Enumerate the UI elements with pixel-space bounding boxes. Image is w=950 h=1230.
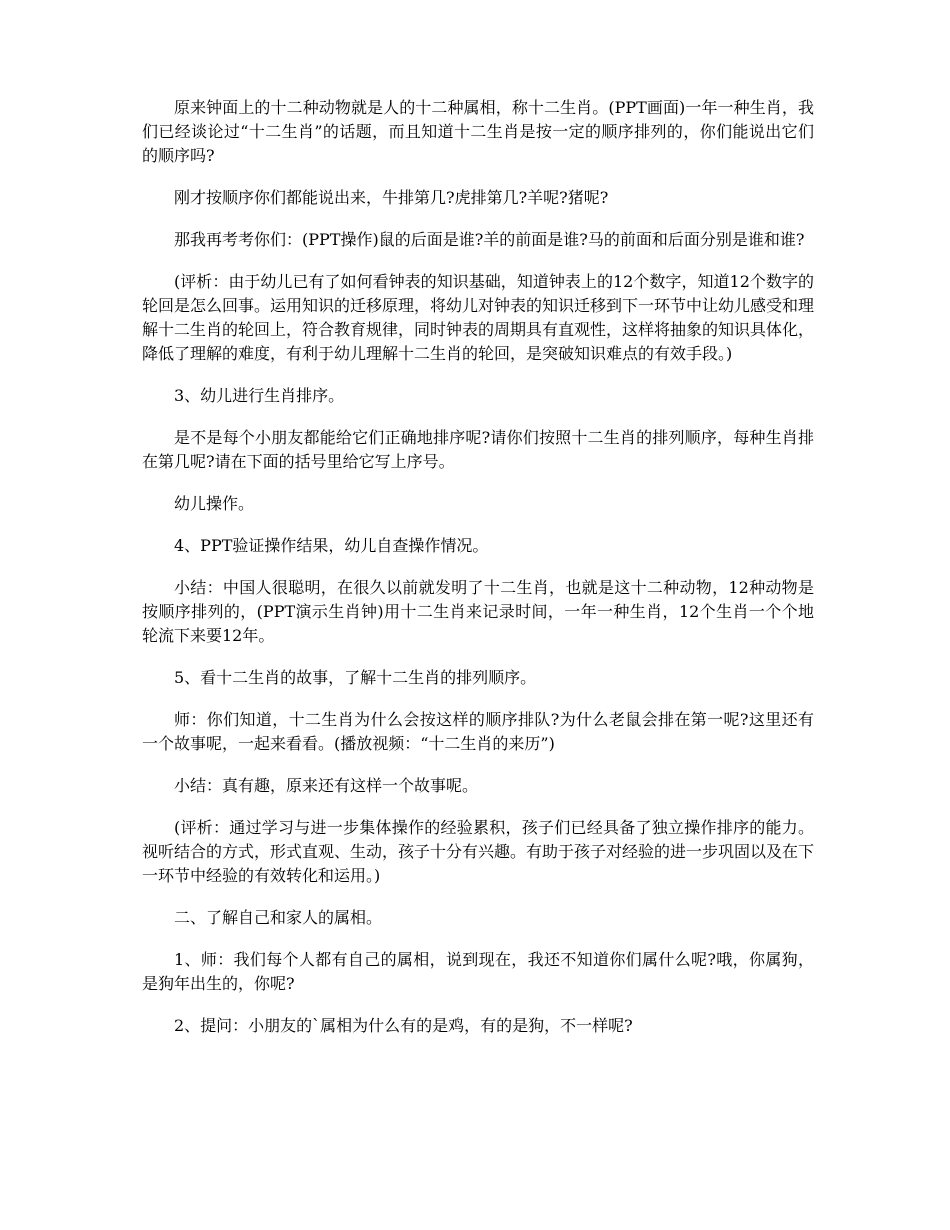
- paragraph: 是不是每个小朋友都能给它们正确地排序呢?请你们按照十二生肖的排列顺序，每种生肖排在第几呢?请在下面的括号里给它写上序号。: [142, 428, 814, 471]
- paragraph: (评析：由于幼儿已有了如何看钟表的知识基础，知道钟表上的12个数字，知道12个数字的轮回是怎么回事。运用知识的迁移原理，将幼儿对钟表的知识迁移到下一环节中让幼儿感受和理解十二生肖的轮回上，符合教育规律，同时钟表的周期具有直观性，这样将抽象的知识具体化，降低了理解的难度，有利于幼儿理解十二生肖的轮回，是突破知识难点的有效手段。): [142, 272, 815, 363]
- paragraph: 那我再考考你们：(PPT操作)鼠的后面是谁?羊的前面是谁?马的前面和后面分别是谁和谁?: [174, 230, 805, 249]
- paragraph: 原来钟面上的十二种动物就是人的十二种属相，称十二生肖。(PPT画面)一年一种生肖，我们已经谈论过“十二生肖”的话题，而且知道十二生肖是按一定的顺序排列的，你们能说出它们的顺序吗?: [142, 98, 814, 165]
- paragraph: (评析：通过学习与进一步集体操作的经验累积，孩子们已经具备了独立操作排序的能力。视听结合的方式，形式直观、生动，孩子十分有兴趣。有助于孩子对经验的进一步巩固以及在下一环节中经验的有效转化和运用。): [142, 818, 815, 885]
- paragraph: 5、看十二生肖的故事，了解十二生肖的排列顺序。: [174, 668, 537, 687]
- paragraph: 师：你们知道，十二生肖为什么会按这样的顺序排队?为什么老鼠会排在第一呢?这里还有一个故事呢，一起来看看。(播放视频：“十二生肖的来历”): [142, 710, 814, 753]
- paragraph: 刚才按顺序你们都能说出来，牛排第几?虎排第几?羊呢?猪呢?: [174, 188, 609, 207]
- paragraph: 1、师：我们每个人都有自己的属相，说到现在，我还不知道你们属什么呢?哦，你属狗，是狗年出生的，你呢?: [142, 950, 814, 993]
- document-page: [142, 96, 814, 1056]
- paragraph: 小结：真有趣，原来还有这样一个故事呢。: [174, 776, 479, 795]
- paragraph: 4、PPT验证操作结果，幼儿自查操作情况。: [174, 536, 489, 555]
- paragraph: 小结：中国人很聪明，在很久以前就发明了十二生肖，也就是这十二种动物，12种动物是按顺序排列的，(PPT演示生肖钟)用十二生肖来记录时间，一年一种生肖，12个生肖一个个地轮流下来要12年。: [142, 578, 814, 645]
- paragraph: 3、幼儿进行生肖排序。: [174, 386, 345, 405]
- paragraph: 幼儿操作。: [174, 494, 255, 513]
- paragraph: 2、提问：小朋友的`属相为什么有的是鸡，有的是狗，不一样呢?: [174, 1016, 633, 1035]
- paragraph: 二、了解自己和家人的属相。: [174, 908, 383, 927]
